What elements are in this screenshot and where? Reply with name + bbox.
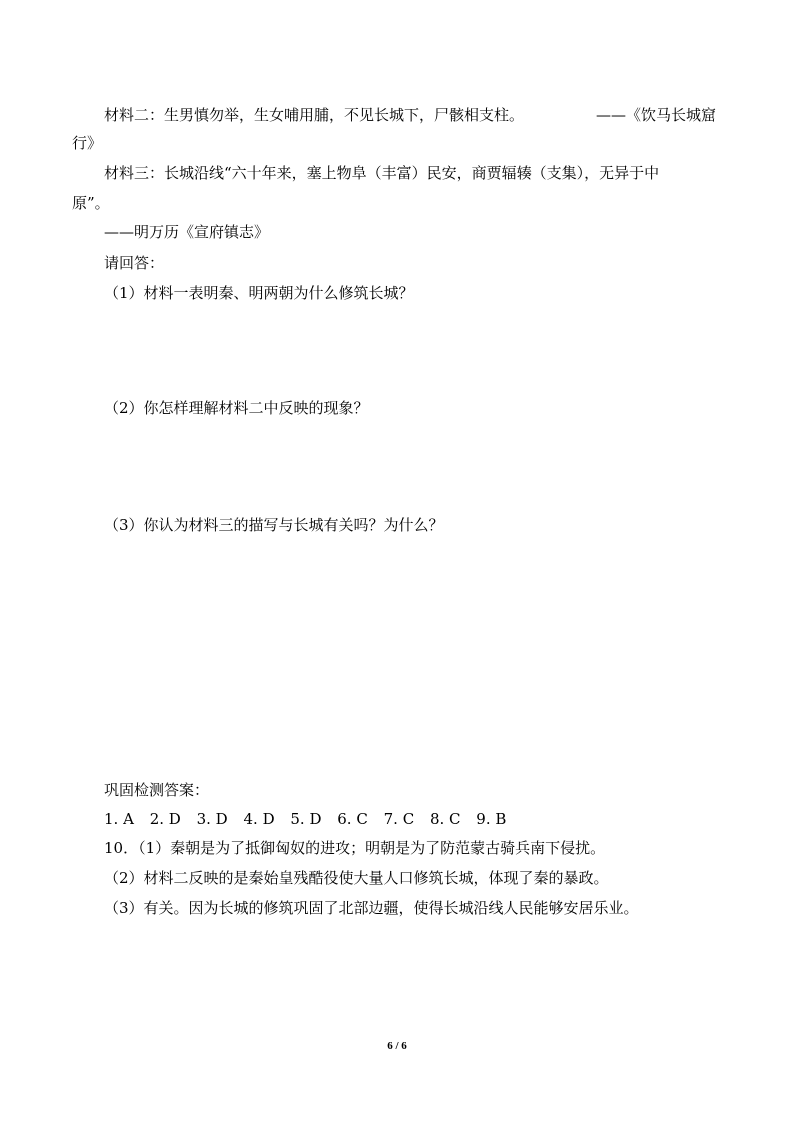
mc-answer: 1. A [104, 810, 134, 828]
material-3-text-continued: 原”。 [72, 194, 110, 212]
mc-answer: 9. B [476, 810, 507, 828]
question-2: （2）你怎样理解材料二中反映的现象？ [104, 399, 369, 417]
material-2-text: 材料二：生男慎勿举，生女哺用脯，不见长城下，尸骸相支柱。 [104, 106, 525, 124]
question-1: （1）材料一表明秦、明两朝为什么修筑长城？ [104, 284, 414, 302]
mc-answer: 3. D [196, 810, 228, 828]
mc-answer: 7. C [383, 810, 415, 828]
material-3-text: 材料三：长城沿线“六十年来，塞上物阜（丰富）民安，商贾辐辏（支集），无异于中 [104, 164, 660, 182]
multiple-choice-answers [104, 809, 517, 829]
page-number: 6 / 6 [387, 1040, 407, 1052]
mc-answer: 6. C [337, 810, 368, 828]
question-3: （3）你认为材料三的描写与长城有关吗？为什么？ [104, 516, 444, 534]
answer-prompt: 请回答： [104, 254, 165, 272]
material-2-source: ——《饮马长城窟 [596, 106, 717, 124]
answer-10-part-3: （3）有关。因为长城的修筑巩固了北部边疆，使得长城沿线人民能够安居乐业。 [104, 899, 639, 917]
material-3-source: ——明万历《宣府镇志》 [104, 223, 270, 241]
mc-answer: 5. D [290, 810, 322, 828]
answer-10-part-1: 10．（1）秦朝是为了抵御匈奴的进攻；明朝是为了防范蒙古骑兵南下侵扰。 [104, 839, 606, 857]
answer-10-part-2: （2）材料二反映的是秦始皇残酷役使大量人口修筑长城，体现了秦的暴政。 [104, 869, 609, 887]
answers-title: 巩固检测答案： [104, 781, 210, 799]
mc-answer: 8. C [429, 810, 461, 828]
mc-answer: 2. D [149, 810, 181, 828]
material-2-source-continued: 行》 [72, 134, 103, 152]
mc-answer: 4. D [243, 810, 275, 828]
